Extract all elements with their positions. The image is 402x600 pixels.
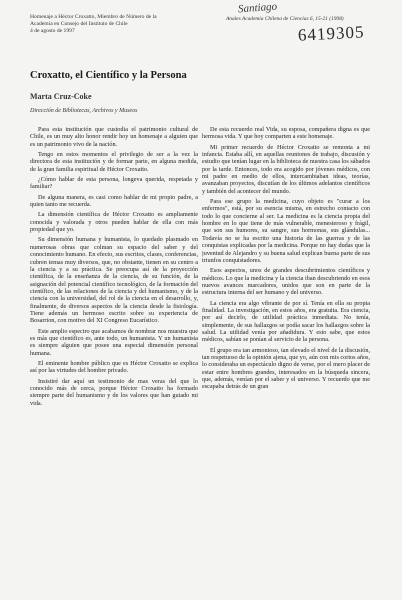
paragraph: Para esta institución que custodia el patrimonio cultural de Chile, es un muy alto honor rendir hoy un homenaje a alguien que es un patrimonio vivo de la nación. bbox=[30, 126, 198, 148]
header-event-info bbox=[30, 14, 157, 35]
paragraph: Tengo en estos momentos el privilegio de ser a la vez la directora de esta institución y de formar parte, en alguna medida, de la gran familia espiritual de Héctor Croxatto. bbox=[30, 151, 198, 173]
right-text-column bbox=[202, 126, 370, 592]
paragraph: Este amplio espectro que acabamos de nombrar nos muestra que es más que científico es, ante todo, un humanista. Y un humanista es siempre alguien que posee una especial dimensión personal humana. bbox=[30, 327, 198, 357]
paragraph: La ciencia era algo vibrante de por sí. Tenía en ella su propia finalidad. La investigación, en estos años, era gratuita. Era ciencia, por así decirlo, de utilidad práctica inmediata. No tenía, simplemente, de sus hallazgos se podía sacar los hallazgos sobre la salud. La utilidad venía por añadidura. Y esto sabe, que estos médicos, sabían se ponían al servicio de la persona. bbox=[202, 299, 370, 344]
handwritten-location: Santiago bbox=[237, 0, 278, 16]
header-line: Academia en Consejo del Instituto de Chile bbox=[30, 21, 128, 27]
handwritten-catalog-number: 6419305 bbox=[297, 22, 365, 45]
journal-citation: Anales Academia Chilena de Ciencias 6, 15-21 (1998) bbox=[226, 16, 344, 22]
paragraph: Mi primer recuerdo de Héctor Croxatto se remonta a mi infancia. Estaba allí, en aquellas reuniones de trabajo, discusión y estudio que tenían lugar en la biblioteca de nuestra casa los sábados por la tarde. Entonces, todo era acogido por jóvenes médicos, con mi padre en medio de ellos, intercambiaban ideas, teorías, avanzaban proyectos, discutían de los últimos adelantos científicos y también del acontecer del mundo. bbox=[202, 143, 370, 195]
paragraph: ¿Cómo hablar de esta persona, longeva querida, respetada y familiar? bbox=[30, 176, 198, 191]
paragraph: Esos aspectos, unos de grandes descubrimientos científicos y médicos. Lo que la medicina y la ciencia iban descubriendo en esos nuevos avances marcadores, unidos que son en parte de la estructura interna del ser humano y del universo. bbox=[202, 267, 370, 297]
article-title: Croxatto, el Científico y la Persona bbox=[30, 70, 187, 81]
paragraph: Su dimensión humana y humanista, lo quedado plasmado en numerosas obras que colman su espacio del saber y del conocimiento humano. En efecto, sus escritos, clases, conferencias, cubren temas muy diversos, que, no obstante, tienen en su centro a la ciencia y a su práctica. Se preocupa así de la proyección científica, de la enseñanza de la ciencia, de su función, de la asignación del potencial científico tecnológico, de la formación del científico, de las relaciones de la ciencia y del humanismo, y de la ciencia con la universidad, del rol de la ciencia en el desarrollo, y, finalmente, de diversos aspectos de la ciencia desde la fisiología. Tiene además un hermoso escrito sobre su experiencia de Bosarrion, con motivo del XI Congreso Eucarístico. bbox=[30, 236, 198, 325]
paragraph: Para ese grupo la medicina, cuyo objeto es "curar a los enfermos", está, por su esencia misma, en estrecho contacto con todo lo que concierne al ser. La medicina es la ciencia propia del hombre en lo que tiene de más vulnerable, menesteroso y frágil, que son sus humores, su sangre, sus hormonas, sus glándulas... Todavía no se ha escrito una historia de las guerras y de las conquistas explicadas por la medicina. Porque no hay dudas que la juventud de Alejandro y su buena salud explican buena parte de sus triunfos conquistadores. bbox=[202, 198, 370, 264]
paragraph: Insistiré dar aquí un testimonio de mas veras del que lo conocido más de cerca, porque Héctor Croxatto ha formado siempre parte del humanismo y de los valores que han guiado mi vida. bbox=[30, 377, 198, 407]
paragraph: La dimensión científica de Héctor Croxatto es ampliamente conocida y valorada y otros pueden hablar de ella con más propiedad que yo. bbox=[30, 211, 198, 234]
paragraph: El eminente hombre público que es Héctor Croxatto se explica así por las virtudes del hombre privado. bbox=[30, 359, 198, 375]
header-line: 4 de agosto de 1997 bbox=[30, 28, 75, 34]
author-affiliation: Dirección de Bibliotecas, Archivos y Museos bbox=[30, 108, 138, 114]
paragraph: El grupo era tan armonioso, tan elevado el nivel de la discusión, tan respetuoso de la opinión ajena, que yo, aún con mis cortos años, lo consideraba un espectáculo digno de verse, por el mero placer de estar entre hombres grandes, interesados en la búsqueda sincera, que, además, venían por el saber y el universo. Y recuerdo que me escapaba detrás de un gran bbox=[202, 346, 370, 391]
paragraph: De alguna manera, es casi como hablar de mi propio padre, a quien tanto me recuerda. bbox=[30, 193, 198, 209]
left-text-column bbox=[30, 126, 198, 592]
header-line: Homenaje a Héctor Croxatto, Miembro de Número de la bbox=[30, 14, 157, 20]
article-author: Marta Cruz-Coke bbox=[30, 92, 92, 101]
paragraph: De esta recuerdo real Vida, su esposa, compañera digna es que hermosa vida. Y que hoy comparten a este homenaje. bbox=[202, 126, 370, 141]
